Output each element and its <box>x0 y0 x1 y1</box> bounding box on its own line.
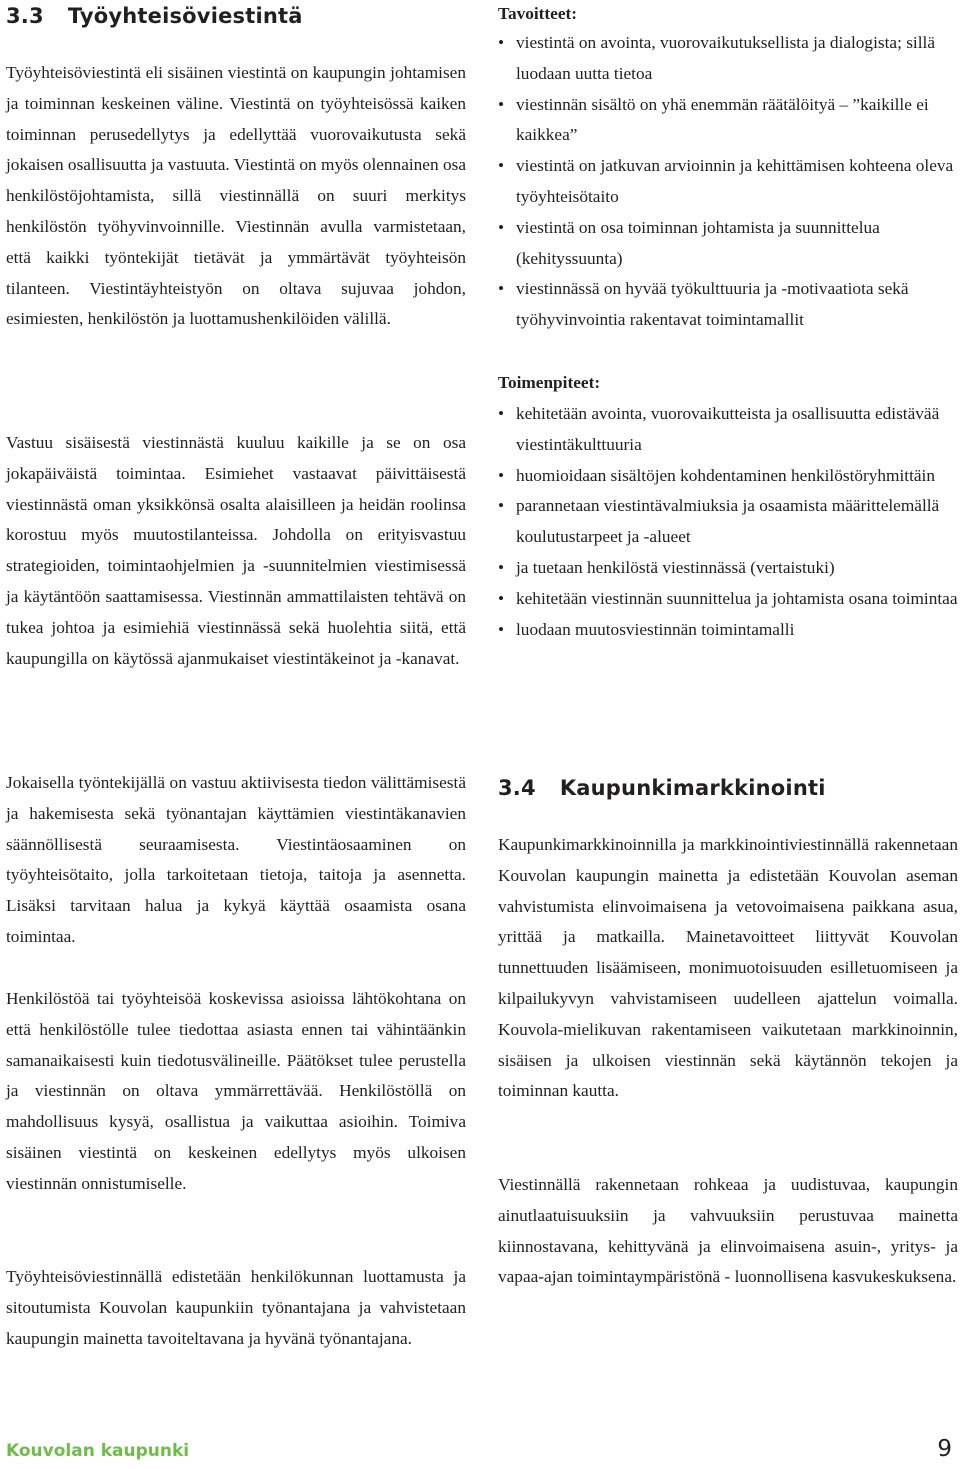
goals-list <box>498 28 958 336</box>
paragraph: Työyhteisöviestintä eli sisäinen viestintä on kaupungin johtamisen ja toiminnan keskeinen väline. Viestintä on työyhteisössä kaiken toiminnan perusedellytys ja edellyttää vuorovaikutusta sekä jokaisen osallisuutta ja vastuuta. Viestintä on myös olennainen osa henkilöstöjohtamista, sillä viestinnällä on suuri merkitys henkilöstön työhyvinvoinnille. Viestinnän avulla varmistetaan, että kaikki työntekijät tietävät ja ymmärtävät työyhteisön tilanteen. Viestintäyhteistyön on oltava sujuvaa johdon, esimiesten, henkilöstön ja luottamushenkilöiden välillä. <box>6 63 466 329</box>
list-item: • kehitetään viestinnän suunnittelua ja johtamista osana toimintaa <box>498 584 958 615</box>
section-number: 3.4 <box>498 776 536 800</box>
page-number: 9 <box>937 1436 952 1462</box>
paragraph: Kaupunkimarkkinoinnilla ja markkinointiviestinnällä rakennetaan Kouvolan kaupungin mainetta ja edistetään Kouvolan aseman vahvistumista elinvoimaisena ja vetovoimaisena paikkana asua, yrittää ja matkailla. Mainetavoitteet liittyvät Kouvolan tunnettuuden lisäämiseen, monimuotoisuuden esilletuomiseen ja kilpailukyvyn vahvistamiseen uudelleen ajattelun voimalla. Kouvola-mielikuvan rakentamiseen vaikutetaan markkinoinnin, sisäisen ja ulkoisen viestinnän sekä käytännön tekojen ja toiminnan kautta. <box>498 835 958 1101</box>
footer-brand: Kouvolan kaupunki <box>6 1441 190 1461</box>
list-item: • viestintä on jatkuvan arvioinnin ja kehittämisen kohteena oleva työyhteisötaito <box>498 151 958 213</box>
list-item: • viestintä on osa toiminnan johtamista ja suunnittelua (kehityssuunta) <box>498 213 958 275</box>
list-item: • parannetaan viestintävalmiuksia ja osaamista määrittelemällä koulutustarpeet ja -alueet <box>498 491 958 553</box>
section-title: Työyhteisöviestintä <box>67 4 303 28</box>
actions-list <box>498 399 958 645</box>
list-item: • kehitetään avointa, vuorovaikutteista ja osallisuutta edistävää viestintäkulttuuria <box>498 399 958 461</box>
section-3-3-heading <box>6 4 303 28</box>
list-item: • viestinnässä on hyvää työkulttuuria ja -motivaatiota sekä työhyvinvointia rakentavat toimintamallit <box>498 274 958 336</box>
paragraph: Henkilöstöä tai työyhteisöä koskevissa asioissa lähtökohtana on että henkilöstölle tulee tiedottaa asiasta ennen tai vähintäänkin samanaikaisesti kuin tiedotusvälineille. Päätökset tulee perustella ja viestinnän on oltava ymmärrettävää. Henkilöstöllä on mahdollisuus kysyä, osallistua ja vaikuttaa asioihin. Toimiva sisäinen viestintä on keskeinen edellytys myös ulkoisen viestinnän onnistumiselle. <box>6 989 466 1193</box>
goals-heading: Tavoitteet: <box>498 4 578 23</box>
paragraph: Viestinnällä rakennetaan rohkeaa ja uudistuvaa, kaupungin ainutlaatuisuuksiin ja vahvuuksiin perustuvaa mainetta kiinnostavana, kehittyvänä ja elinvoimaisena asuin-, yritys- ja vapaa-ajan toimintaympäristönä - luonnollisena kasvukeskuksena. <box>498 1175 958 1287</box>
list-item: • ja tuetaan henkilöstä viestinnässä (vertaistuki) <box>498 553 958 584</box>
paragraph: Jokaisella työntekijällä on vastuu aktiivisesta tiedon välittämisestä ja hakemisesta sekä työnantajan käyttämien viestintäkanavien säännöllisestä seuraamisesta. Viestintäosaaminen on työyhteisötaito, jolla tarkoitetaan tietoja, taitoja ja asennetta. Lisäksi tarvitaan halua ja kykyä käyttää osaamista osana toimintaa. <box>6 773 466 946</box>
list-item: • viestinnän sisältö on yhä enemmän räätälöityä – ”kaikille ei kaikkea” <box>498 90 958 152</box>
list-item: • huomioidaan sisältöjen kohdentaminen henkilöstöryhmittäin <box>498 461 958 492</box>
paragraph: Vastuu sisäisestä viestinnästä kuuluu kaikille ja se on osa jokapäiväistä toimintaa. Esimiehet vastaavat päivittäisestä viestinnästä oman yksikkönsä osalta alaisilleen ja heidän roolinsa korostuu myös muutostilanteissa. Johdolla on erityisvastuu strategioiden, toimintaohjelmien ja -suunnitelmien viestimisessä ja käytäntöön saattamisessa. Viestinnän ammattilaisten tehtävä on tukea johtoa ja esimiehiä viestinnässä sekä huolehtia siitä, että kaupungilla on käytössä ajanmukaiset viestintäkeinot ja -kanavat. <box>6 433 466 668</box>
list-item: • luodaan muutosviestinnän toimintamalli <box>498 615 958 646</box>
actions-heading: Toimenpiteet: <box>498 373 601 392</box>
paragraph: Työyhteisöviestinnällä edistetään henkilökunnan luottamusta ja sitoutumista Kouvolan kaupunkiin työnantajana ja vahvistetaan kaupungin mainetta tavoiteltavana ja hyvänä työnantajana. <box>6 1267 466 1348</box>
section-3-4-heading <box>498 776 826 800</box>
section-title: Kaupunkimarkkinointi <box>559 776 826 800</box>
list-item: • viestintä on avointa, vuorovaikutuksellista ja dialogista; sillä luodaan uutta tietoa <box>498 28 958 90</box>
section-number: 3.3 <box>6 4 44 28</box>
